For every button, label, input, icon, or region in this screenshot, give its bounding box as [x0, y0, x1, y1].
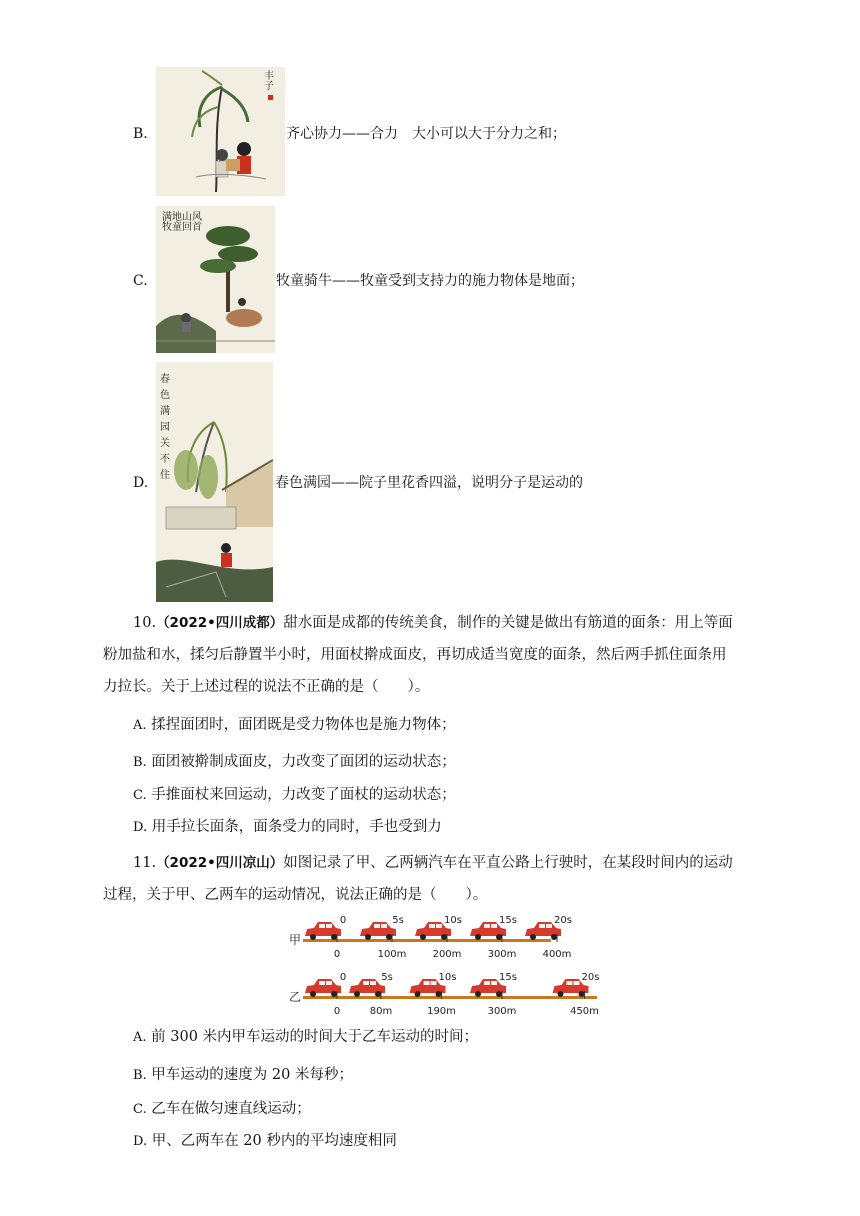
- distance-label: 190m: [427, 1006, 456, 1017]
- option-letter: C.: [133, 273, 148, 289]
- time-label: 10s: [444, 915, 462, 926]
- distance-label: 200m: [432, 949, 462, 960]
- time-label: 15s: [499, 915, 517, 926]
- car-motion-figure: [285, 912, 605, 1022]
- option-text: 春色满园——院子里花香四溢，说明分子是运动的: [275, 475, 583, 491]
- time-label: 15s: [499, 972, 517, 983]
- question-number: 11.: [133, 855, 157, 871]
- time-label: 0: [339, 915, 347, 926]
- answer-option-c: C. 乙车在做匀速直线运动；: [133, 1101, 311, 1117]
- answer-option-b: B. 甲车运动的速度为 20 米每秒；: [133, 1067, 353, 1083]
- time-label: 0: [339, 972, 347, 983]
- answer-option-d: D. 用手拉长面条，面条受力的同时，手也受到力: [133, 819, 442, 835]
- car-jia-track: [289, 915, 572, 960]
- distance-label: 300m: [487, 1006, 517, 1017]
- time-label: 5s: [392, 915, 404, 926]
- option-letter: B.: [133, 126, 148, 142]
- answer-option-b: B. 面团被擀制成面皮，力改变了面团的运动状态；: [133, 754, 456, 770]
- svg-text:子: 子: [264, 81, 274, 92]
- car-label: 乙: [289, 990, 302, 1004]
- distance-label: 0: [333, 949, 341, 960]
- svg-text:满地山风: 满地山风: [162, 212, 202, 223]
- stem-line: 甜水面是成都的传统美食，制作的关键是做出有筋道的面条：用上等面: [283, 615, 733, 631]
- car-yi-track: [289, 972, 599, 1017]
- distance-label: 100m: [377, 949, 407, 960]
- road-line: [303, 939, 551, 942]
- question-source: （2022•四川成都）: [156, 615, 284, 631]
- car-label: 甲: [289, 933, 302, 947]
- answer-option-a: A. 揉捏面团时，面团既是受力物体也是施力物体；: [133, 717, 456, 733]
- time-label: 10s: [438, 972, 457, 983]
- question-number: 10.: [133, 615, 157, 631]
- answer-option-a: A. 前 300 米内甲车运动的时间大于乙车运动的时间；: [133, 1029, 479, 1045]
- svg-text:关: 关: [160, 438, 170, 449]
- road-line: [303, 996, 597, 999]
- question-stem: [133, 847, 733, 879]
- time-label: 5s: [381, 972, 393, 983]
- option-text: 牧童骑牛——牧童受到支持力的施力物体是地面；: [276, 273, 584, 289]
- painting-children-carrying-icon: [156, 67, 285, 196]
- painting-herdboy-ox-icon: [156, 206, 275, 353]
- svg-text:园: 园: [160, 422, 170, 433]
- svg-text:牧童回首: 牧童回首: [162, 222, 202, 233]
- distance-label: 0: [333, 1006, 341, 1017]
- car-icon: [305, 922, 341, 940]
- stem-line: 力拉长。关于上述过程的说法不正确的是（ ）。: [103, 679, 430, 695]
- distance-label: 400m: [542, 949, 572, 960]
- stem-line: 过程，关于甲、乙两车的运动情况，说法正确的是（ ）。: [103, 887, 488, 903]
- question-source: （2022•四川凉山）: [156, 855, 284, 871]
- painting-spring-garden-icon: [156, 362, 273, 602]
- svg-text:丰: 丰: [264, 71, 274, 82]
- svg-text:满: 满: [160, 406, 170, 417]
- option-text: 齐心协力——合力 大小可以大于分力之和；: [286, 126, 566, 142]
- svg-text:色: 色: [160, 390, 170, 401]
- car-icon: [360, 922, 396, 940]
- time-label: 20s: [554, 915, 572, 926]
- stem-line: 如图记录了甲、乙两辆汽车在平直公路上行驶时，在某段时间内的运动: [283, 855, 733, 871]
- distance-label: 300m: [487, 949, 517, 960]
- svg-text:春: 春: [160, 374, 170, 385]
- answer-option-d: D. 甲、乙两车在 20 秒内的平均速度相同: [133, 1133, 397, 1149]
- stem-line: 粉加盐和水，揉匀后静置半小时，用面杖擀成面皮，再切成适当宽度的面条，然后两手抓住面条用: [103, 647, 727, 663]
- car-icon: [305, 979, 341, 997]
- svg-text:住: 住: [160, 470, 170, 481]
- distance-label: 80m: [369, 1006, 393, 1017]
- time-label: 20s: [581, 972, 600, 983]
- svg-text:不: 不: [160, 454, 170, 465]
- answer-option-c: C. 手推面杖来回运动，力改变了面杖的运动状态；: [133, 787, 456, 803]
- car-icon: [349, 979, 385, 997]
- distance-label: 450m: [570, 1006, 599, 1017]
- option-letter: D.: [133, 475, 149, 491]
- question-stem: [133, 607, 733, 639]
